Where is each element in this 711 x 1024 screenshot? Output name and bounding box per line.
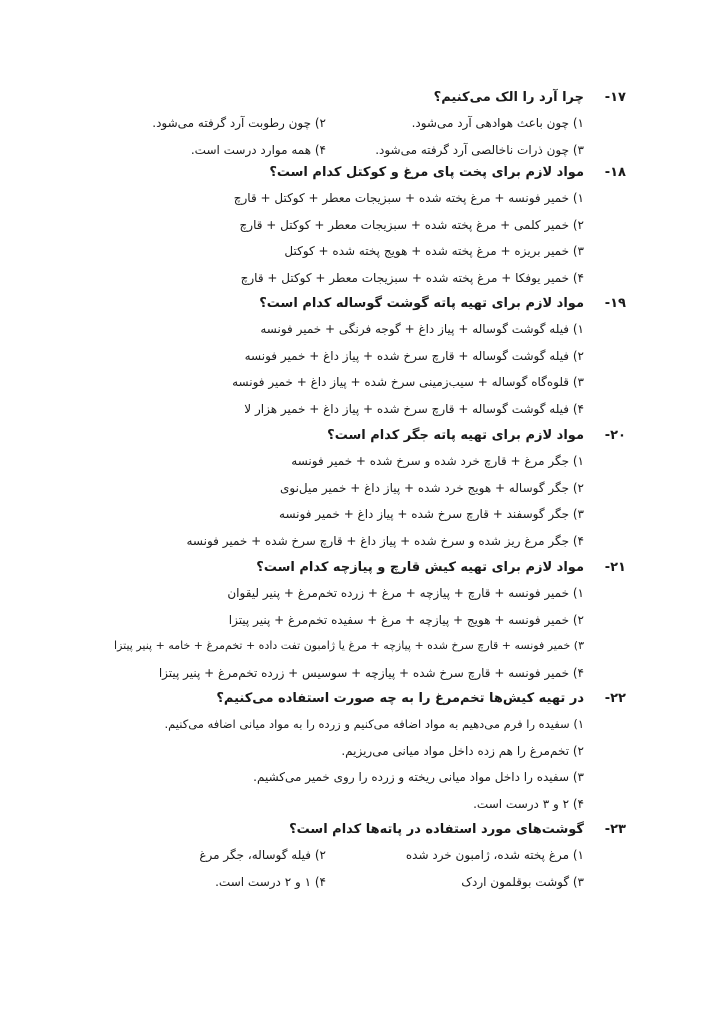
question-text: مواد لازم برای پخت پای مرغ و کوکتل کدام است؟	[269, 165, 584, 180]
option-3: ۳) جگر گوسفند + قارچ سرخ شده + پیاز داغ + خمیر فونسه	[279, 507, 584, 521]
question-number: ۱۸-	[604, 165, 626, 180]
question-header	[86, 292, 626, 316]
options	[86, 448, 584, 554]
options	[86, 185, 584, 291]
option-2: ۲) جگر گوساله + هویج خرد شده + پیاز داغ + خمیر میل‌نوی	[279, 480, 584, 495]
options	[86, 711, 584, 817]
question-text: مواد لازم برای تهیه پاته جگر کدام است؟	[327, 428, 584, 443]
question-number: ۲۲-	[604, 691, 626, 706]
question-22	[86, 687, 626, 817]
option-3: ۳) خمیر بریزه + مرغ پخته شده + هویج پخته شده + کوکتل	[284, 244, 584, 258]
option-1: ۱) چون باعث هوادهی آرد می‌شود.	[411, 116, 584, 130]
option-2: ۲) فیله گوساله، جگر مرغ	[199, 848, 326, 862]
option-3: ۳) قلوه‌گاه گوساله + سیب‌زمینی سرخ شده + پیاز داغ + خمیر فونسه	[232, 375, 584, 389]
option-1: ۱) خمیر فونسه + مرغ پخته شده + سبزیجات معطر + کوکتل + قارچ	[233, 191, 584, 205]
option-3: ۳) خمیر فونسه + قارچ سرخ شده + پیازچه + مرغ یا ژامبون تفت داده + تخم‌مرغ + خامه + پنیر پیتزا	[114, 639, 584, 652]
option-2: ۲) خمیر کلمی + مرغ پخته شده + سبزیجات معطر + کوکتل + قارچ	[239, 217, 584, 232]
question-text: چرا آرد را الک می‌کنیم؟	[433, 90, 584, 105]
question-header	[86, 687, 626, 711]
option-2: ۲) فیله گوشت گوساله + قارچ سرخ شده + پیاز داغ + خمیر فونسه	[244, 348, 584, 363]
options	[86, 316, 584, 422]
question-header	[86, 86, 626, 110]
question-21	[86, 556, 626, 686]
question-number: ۱۷-	[604, 90, 626, 105]
option-4: ۴) ۲ و ۳ درست است.	[473, 796, 584, 811]
option-2: ۲) خمیر فونسه + هویج + پیازچه + مرغ + سفیده تخم‌مرغ + پنیر پیتزا	[228, 612, 584, 627]
question-header	[86, 556, 626, 580]
question-text: گوشت‌های مورد استفاده در پاته‌ها کدام است؟	[289, 822, 584, 837]
question-number: ۱۹-	[604, 296, 626, 311]
option-4: ۴) جگر مرغ ریز شده و سرخ شده + پیاز داغ + قارچ سرخ شده + خمیر فونسه	[186, 533, 584, 548]
option-1: ۱) سفیده را فرم می‌دهیم به مواد اضافه می‌کنیم و زرده را به مواد میانی اضافه می‌کنیم.	[164, 717, 584, 731]
question-19	[86, 292, 626, 422]
option-1: ۱) فیله گوشت گوساله + پیاز داغ + گوجه فرنگی + خمیر فونسه	[260, 322, 584, 336]
option-4: ۴) خمیر یوفکا + مرغ پخته شده + سبزیجات معطر + کوکتل + قارچ	[240, 270, 584, 285]
question-header	[86, 161, 626, 185]
options	[86, 110, 584, 163]
option-1: ۱) مرغ پخته شده، ژامبون خرد شده	[405, 848, 584, 862]
option-4: ۴) همه موارد درست است.	[190, 142, 326, 157]
question-number: ۲۱-	[604, 560, 626, 575]
option-2: ۲) تخم‌مرغ را هم زده داخل مواد میانی می‌ریزیم.	[341, 743, 584, 758]
option-3: ۳) گوشت بوقلمون اردک	[461, 874, 584, 889]
option-3: ۳) چون ذرات ناخالصی آرد گرفته می‌شود.	[375, 142, 584, 157]
options	[86, 580, 584, 686]
question-23	[86, 818, 626, 895]
option-4: ۴) ۱ و ۲ درست است.	[215, 874, 326, 889]
option-1: ۱) جگر مرغ + قارچ خرد شده و سرخ شده + خمیر فونسه	[291, 454, 584, 468]
option-2: ۲) چون رطوبت آرد گرفته می‌شود.	[152, 116, 326, 130]
question-18	[86, 161, 626, 291]
option-1: ۱) خمیر فونسه + قارچ + پیازچه + مرغ + زرده تخم‌مرغ + پنیر لیقوان	[227, 586, 584, 600]
question-text: در تهیه کیش‌ها تخم‌مرغ را به چه صورت استفاده می‌کنیم؟	[216, 691, 584, 706]
option-3: ۳) سفیده را داخل مواد میانی ریخته و زرده را روی خمیر می‌کشیم.	[253, 770, 584, 784]
question-header	[86, 424, 626, 448]
question-header	[86, 818, 626, 842]
option-4: ۴) فیله گوشت گوساله + قارچ سرخ شده + پیاز داغ + خمیر هزار لا	[244, 401, 584, 416]
question-number: ۲۳-	[604, 822, 626, 837]
option-4: ۴) خمیر فونسه + قارچ سرخ شده + پیازچه + سوسیس + زرده تخم‌مرغ + پنیر پیتزا	[158, 665, 584, 680]
question-number: ۲۰-	[604, 428, 626, 443]
question-17	[86, 86, 626, 163]
question-text: مواد لازم برای تهیه کیش قارچ و پیازچه کدام است؟	[256, 560, 584, 575]
options	[86, 842, 584, 895]
question-20	[86, 424, 626, 554]
question-text: مواد لازم برای تهیه پاته گوشت گوساله کدام است؟	[259, 296, 584, 311]
